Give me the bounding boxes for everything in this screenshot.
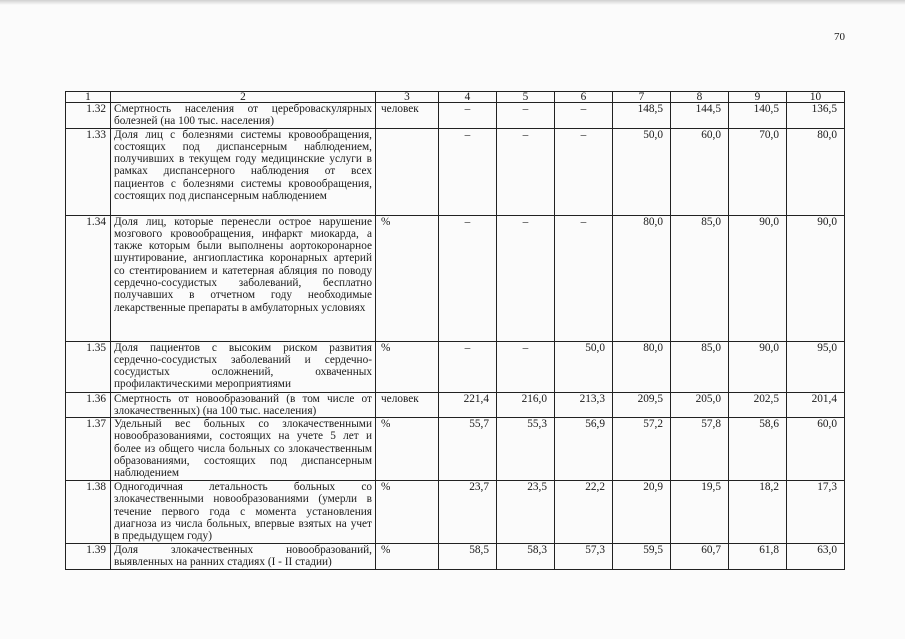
row-unit: % [376, 481, 439, 544]
row-value: 17,3 [787, 481, 845, 544]
column-header: 3 [376, 92, 439, 103]
row-value: 57,3 [555, 544, 613, 570]
row-unit: человек [376, 103, 439, 129]
row-value: 19,5 [671, 481, 729, 544]
row-value: 55,7 [439, 418, 497, 481]
row-code: 1.38 [66, 481, 111, 544]
row-value: 221,4 [439, 392, 497, 418]
row-value: 140,5 [729, 103, 787, 129]
row-code: 1.35 [66, 341, 111, 392]
row-value: 144,5 [671, 103, 729, 129]
row-description: Смертность от новообразований (в том числе от злокачественных) (на 100 тыс. населения) [111, 392, 376, 418]
row-value: 136,5 [787, 103, 845, 129]
row-code: 1.33 [66, 128, 111, 215]
row-value: 57,2 [613, 418, 671, 481]
table-row [66, 544, 845, 570]
row-value: 60,0 [671, 128, 729, 215]
row-value: – [439, 128, 497, 215]
page-number: 70 [834, 31, 845, 43]
table-row [66, 215, 845, 341]
row-value: – [439, 103, 497, 129]
column-header: 7 [613, 92, 671, 103]
row-unit: % [376, 341, 439, 392]
row-code: 1.34 [66, 215, 111, 341]
row-code: 1.39 [66, 544, 111, 570]
column-header: 6 [555, 92, 613, 103]
row-description: Доля пациентов с высоким риском развития сердечно-сосудистых заболеваний и сердечно-сосудистых осложнений, охваченных профилактическими мероприятиями [111, 341, 376, 392]
row-unit: % [376, 215, 439, 341]
row-value: 18,2 [729, 481, 787, 544]
row-value: 209,5 [613, 392, 671, 418]
row-value: 216,0 [497, 392, 555, 418]
row-value: 59,5 [613, 544, 671, 570]
row-value: 60,7 [671, 544, 729, 570]
row-value: 50,0 [555, 341, 613, 392]
column-header: 9 [729, 92, 787, 103]
row-value: 80,0 [787, 128, 845, 215]
column-header: 1 [66, 92, 111, 103]
row-description: Доля лиц с болезнями системы кровообращения, состоящих под диспансерным наблюдением, получивших в текущем году медицинские услуги в рамках диспансерного наблюдения от всех пациентов с болезнями системы кровообращения, состоящих под диспансерным наблюдением [111, 128, 376, 215]
row-code: 1.32 [66, 103, 111, 129]
row-value: 55,3 [497, 418, 555, 481]
row-value: – [555, 103, 613, 129]
row-value: 201,4 [787, 392, 845, 418]
row-value: 80,0 [613, 341, 671, 392]
row-value: 213,3 [555, 392, 613, 418]
row-value: – [555, 215, 613, 341]
column-header: 8 [671, 92, 729, 103]
row-value: 50,0 [613, 128, 671, 215]
row-description: Удельный вес больных со злокачественными новообразованиями, состоящих на учете 5 лет и более из общего числа больных со злокачественным образованиями, состоящих под диспансерным наблюдением [111, 418, 376, 481]
row-unit: человек [376, 392, 439, 418]
row-value: 90,0 [729, 215, 787, 341]
row-value: 58,3 [497, 544, 555, 570]
column-header: 4 [439, 92, 497, 103]
indicators-table [65, 91, 845, 570]
row-value: 148,5 [613, 103, 671, 129]
row-value: 23,7 [439, 481, 497, 544]
row-value: – [439, 215, 497, 341]
row-value: 90,0 [787, 215, 845, 341]
table-row [66, 392, 845, 418]
row-description: Доля злокачественных новообразований, выявленных на ранних стадиях (I - II стадии) [111, 544, 376, 570]
row-value: 205,0 [671, 392, 729, 418]
row-value: 85,0 [671, 341, 729, 392]
table-row [66, 103, 845, 129]
row-value: 95,0 [787, 341, 845, 392]
table-row [66, 481, 845, 544]
row-code: 1.37 [66, 418, 111, 481]
row-value: 56,9 [555, 418, 613, 481]
row-value: 61,8 [729, 544, 787, 570]
row-value: 80,0 [613, 215, 671, 341]
header-row [66, 92, 845, 103]
row-code: 1.36 [66, 392, 111, 418]
row-description: Смертность населения от цереброваскулярных болезней (на 100 тыс. населения) [111, 103, 376, 129]
row-value: 23,5 [497, 481, 555, 544]
table-row [66, 418, 845, 481]
column-header: 10 [787, 92, 845, 103]
row-value: – [555, 128, 613, 215]
row-value: 90,0 [729, 341, 787, 392]
row-value: 57,8 [671, 418, 729, 481]
row-value: 20,9 [613, 481, 671, 544]
row-value: – [497, 215, 555, 341]
row-value: 70,0 [729, 128, 787, 215]
row-unit: % [376, 544, 439, 570]
row-value: – [497, 128, 555, 215]
column-header: 5 [497, 92, 555, 103]
row-description: Доля лиц, которые перенесли острое нарушение мозгового кровообращения, инфаркт миокарда, а также которым были выполнены аортокоронарное шунтирование, ангиопластика коронарных артерий со стентированием и катетерная абляция по поводу сердечно-сосудистых заболеваний, бесплатно получавших в отчетном году необходимые лекарственные препараты в амбулаторных условиях [111, 215, 376, 341]
table-row [66, 128, 845, 215]
row-value: 22,2 [555, 481, 613, 544]
row-value: – [497, 341, 555, 392]
row-value: – [439, 341, 497, 392]
row-description: Одногодичная летальность больных со злокачественными новообразованиями (умерли в течение первого года с момента установления диагноза из числа больных, впервые взятых на учет в предыдущем году) [111, 481, 376, 544]
row-value: 85,0 [671, 215, 729, 341]
row-unit [376, 128, 439, 215]
row-value: 63,0 [787, 544, 845, 570]
row-unit: % [376, 418, 439, 481]
row-value: – [497, 103, 555, 129]
row-value: 202,5 [729, 392, 787, 418]
row-value: 60,0 [787, 418, 845, 481]
row-value: 58,6 [729, 418, 787, 481]
scan-top-edge [0, 0, 905, 5]
row-value: 58,5 [439, 544, 497, 570]
column-header: 2 [111, 92, 376, 103]
table-row [66, 341, 845, 392]
